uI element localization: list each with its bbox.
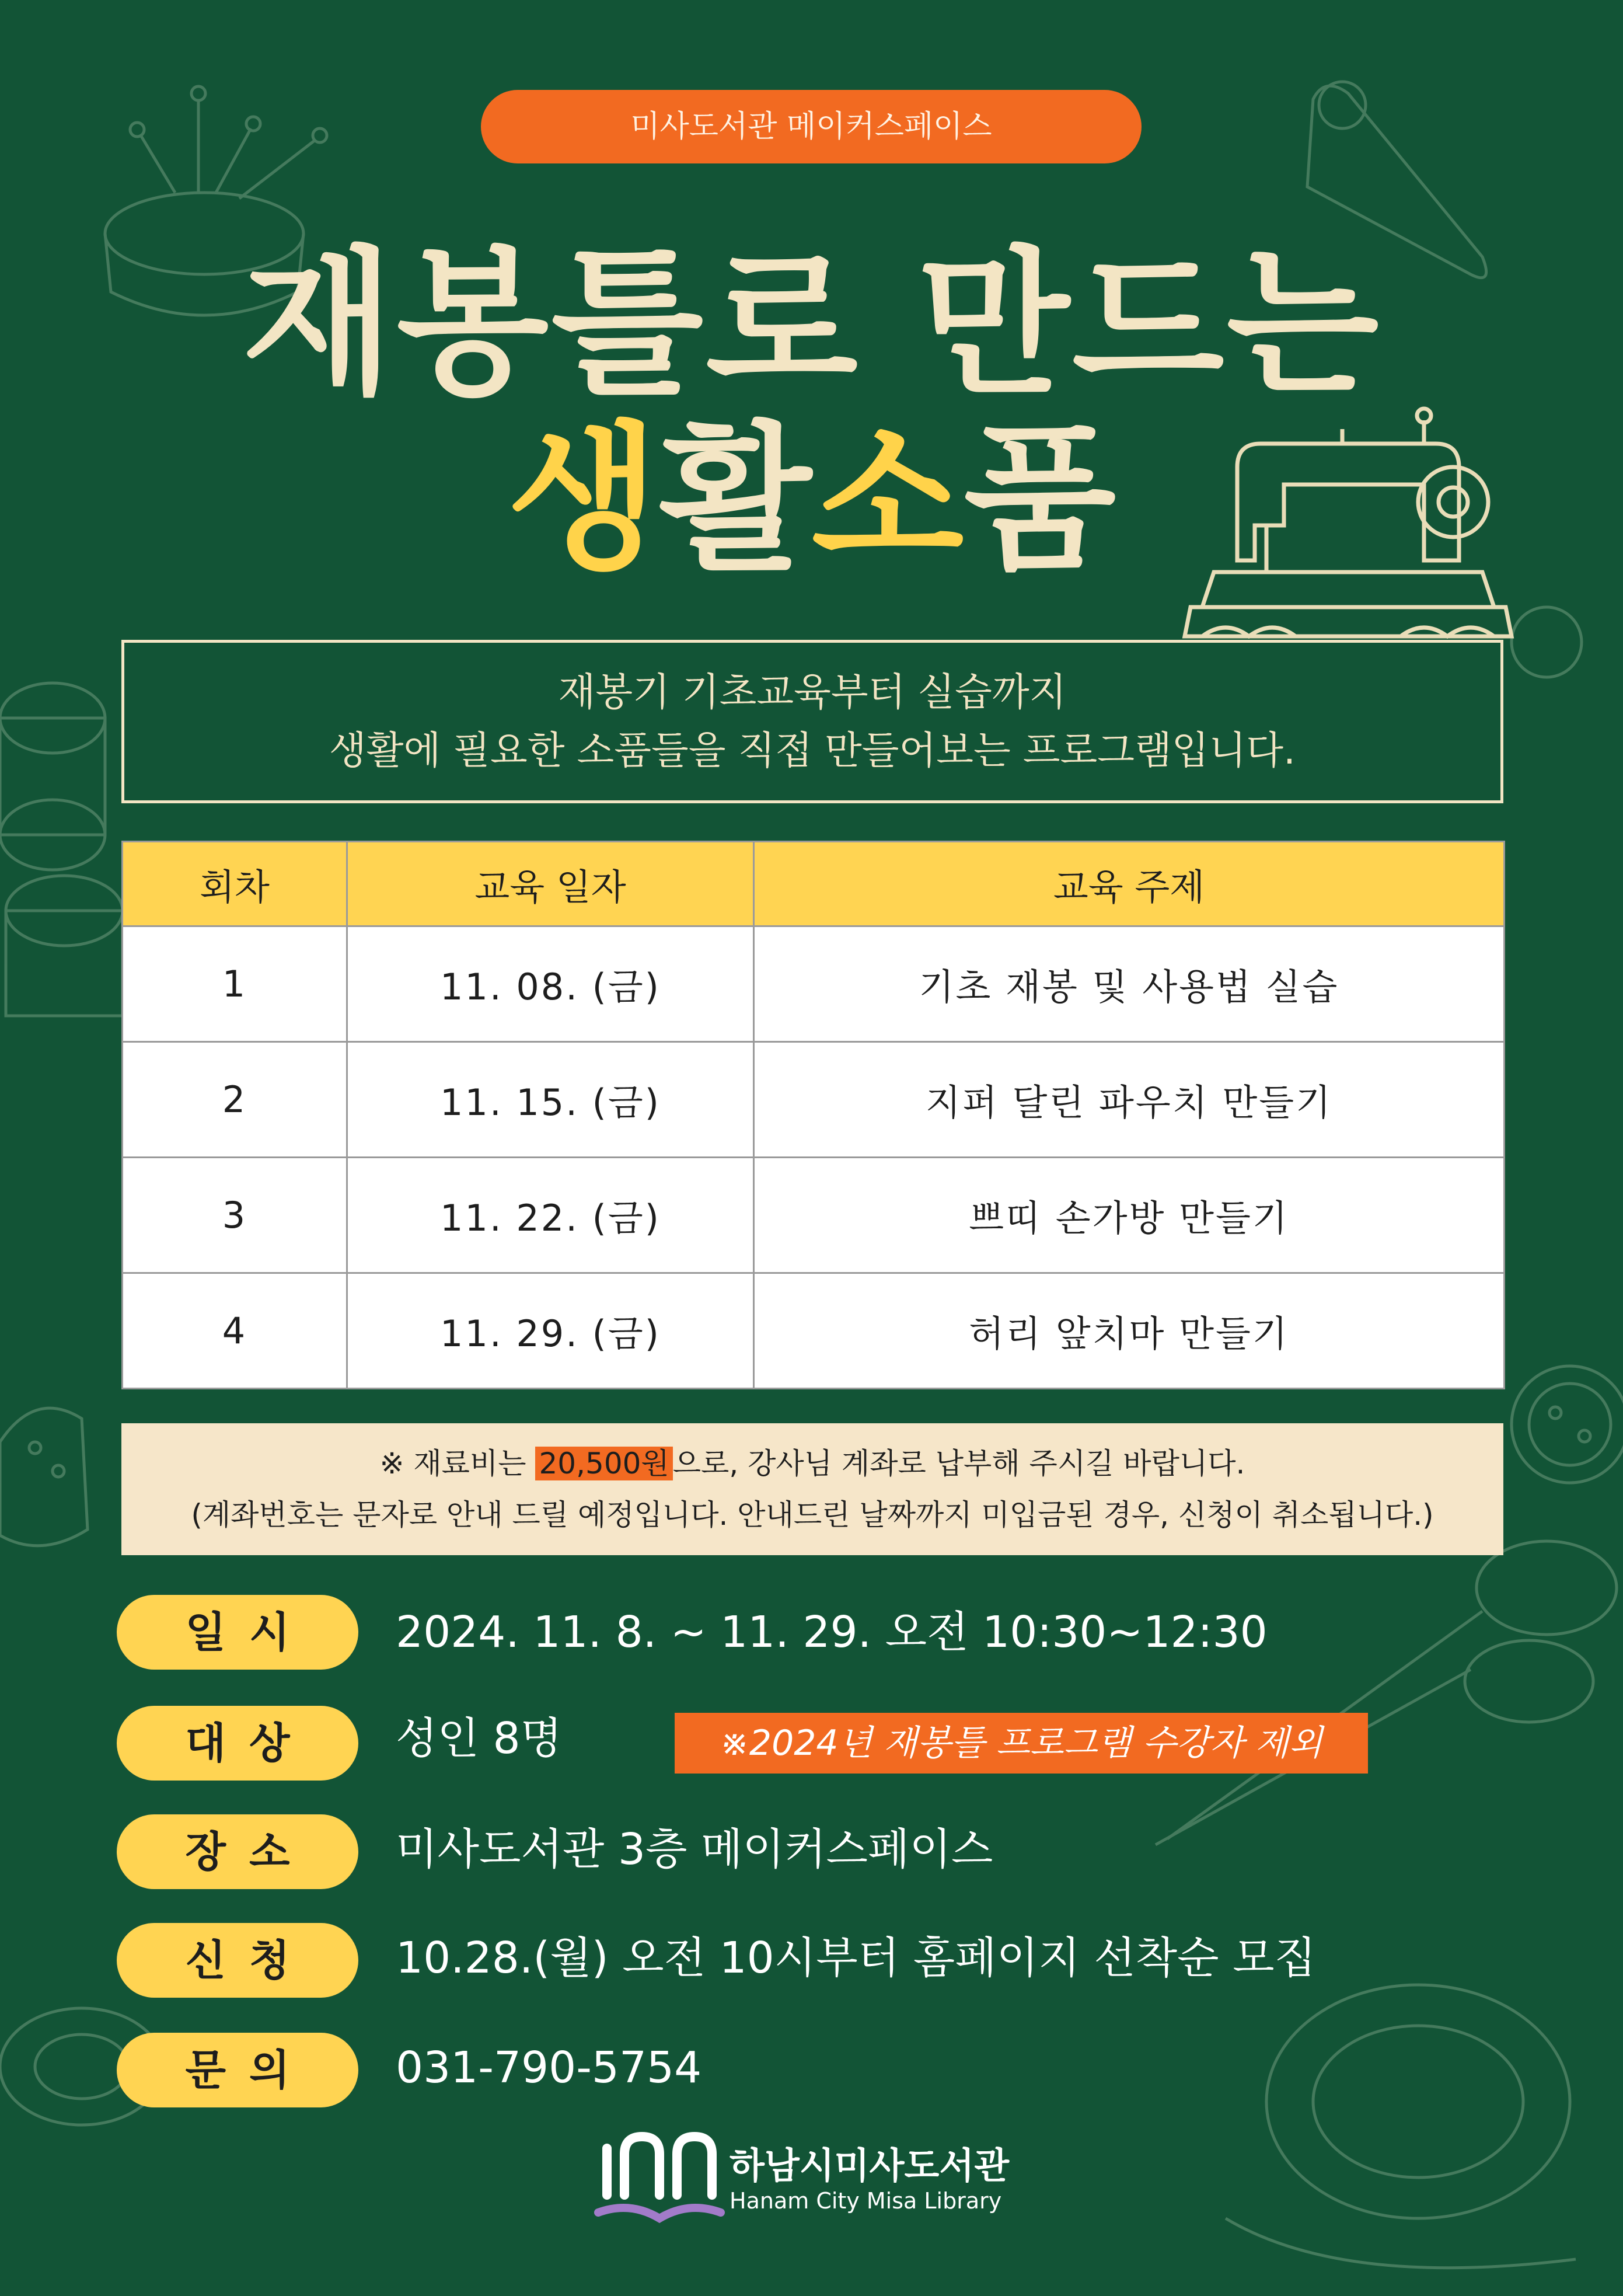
session-date: 11. 08. (금) xyxy=(347,926,754,1042)
scissors-icon xyxy=(1156,1541,1617,1845)
apply-value: 10.28.(월) 오전 10시부터 홈페이지 선착순 모집 xyxy=(396,1933,1317,1983)
button-icon xyxy=(1512,607,1623,1483)
fee-notice-box xyxy=(121,1423,1503,1555)
datetime-label: 일시 xyxy=(117,1595,358,1670)
thread-spool-icon xyxy=(0,683,123,1016)
fee-amount-highlight: 20,500원 xyxy=(535,1447,672,1480)
header-topic: 교육 주제 xyxy=(754,842,1505,926)
session-date: 11. 22. (금) xyxy=(347,1158,754,1273)
fee-notice-line-1 xyxy=(121,1438,1503,1489)
schedule-table xyxy=(121,841,1505,1389)
title-char-1: 생 xyxy=(507,407,659,591)
page-title-line1: 재봉틀로 만드는 xyxy=(242,232,1381,416)
title-char-2: 활 xyxy=(659,407,812,591)
target-value: 성인 8명 xyxy=(396,1713,563,1764)
fee-notice-line-2: (계좌번호는 문자로 안내 드릴 예정입니다. 안내드린 날짜까지 미입금된 경우, 신청이 취소됩니다.) xyxy=(191,1498,1434,1532)
contact-value: 031-790-5754 xyxy=(396,2043,702,2093)
intro-line-1: 재봉기 기초교육부터 실습까지 xyxy=(558,670,1067,715)
apply-label: 신청 xyxy=(117,1923,358,1998)
session-topic: 허리 앞치마 만들기 xyxy=(754,1273,1505,1389)
table-row xyxy=(123,926,1505,1042)
table-row xyxy=(123,1273,1505,1389)
session-no: 4 xyxy=(123,1273,347,1389)
target-warning-badge: ※2024년 재봉틀 프로그램 수강자 제외 xyxy=(675,1713,1368,1774)
target-label: 대상 xyxy=(117,1706,358,1781)
session-date: 11. 29. (금) xyxy=(347,1273,754,1389)
header-session: 회차 xyxy=(123,842,347,926)
header-date: 교육 일자 xyxy=(347,842,754,926)
library-logo-mark xyxy=(598,2137,721,2218)
title-char-4: 품 xyxy=(964,407,1116,591)
contact-label: 문의 xyxy=(117,2033,358,2107)
title-char-3: 소 xyxy=(811,407,964,591)
table-row xyxy=(123,1158,1505,1273)
session-no: 2 xyxy=(123,1042,347,1158)
page-title-line2 xyxy=(0,409,1623,590)
fee-suffix: 으로, 강사님 계좌로 납부해 주시길 바랍니다. xyxy=(672,1447,1245,1480)
datetime-value: 2024. 11. 8. ~ 11. 29. 오전 10:30~12:30 xyxy=(396,1607,1268,1657)
session-topic: 쁘띠 손가방 만들기 xyxy=(754,1158,1505,1273)
session-topic: 지퍼 달린 파우치 만들기 xyxy=(754,1042,1505,1158)
table-row xyxy=(123,1042,1505,1158)
maker-space-badge: 미사도서관 메이커스페이스 xyxy=(481,90,1142,163)
session-topic: 기초 재봉 및 사용법 실습 xyxy=(754,926,1505,1042)
place-label: 장소 xyxy=(117,1814,358,1889)
library-name-korean: 하남시미사도서관 xyxy=(730,2144,1010,2187)
session-no: 3 xyxy=(123,1158,347,1273)
fee-prefix: ※ 재료비는 xyxy=(379,1447,536,1480)
tape-measure-icon xyxy=(1226,1985,1576,2268)
place-value: 미사도서관 3층 메이커스페이스 xyxy=(396,1824,993,1875)
thimble-icon xyxy=(0,1408,88,1546)
session-no: 1 xyxy=(123,926,347,1042)
intro-line-2: 생활에 필요한 소품들을 직접 만들어보는 프로그램입니다. xyxy=(329,728,1296,773)
intro-box xyxy=(121,640,1503,803)
table-header-row xyxy=(123,842,1505,926)
library-name-english: Hanam City Misa Library xyxy=(730,2188,1002,2214)
session-date: 11. 15. (금) xyxy=(347,1042,754,1158)
